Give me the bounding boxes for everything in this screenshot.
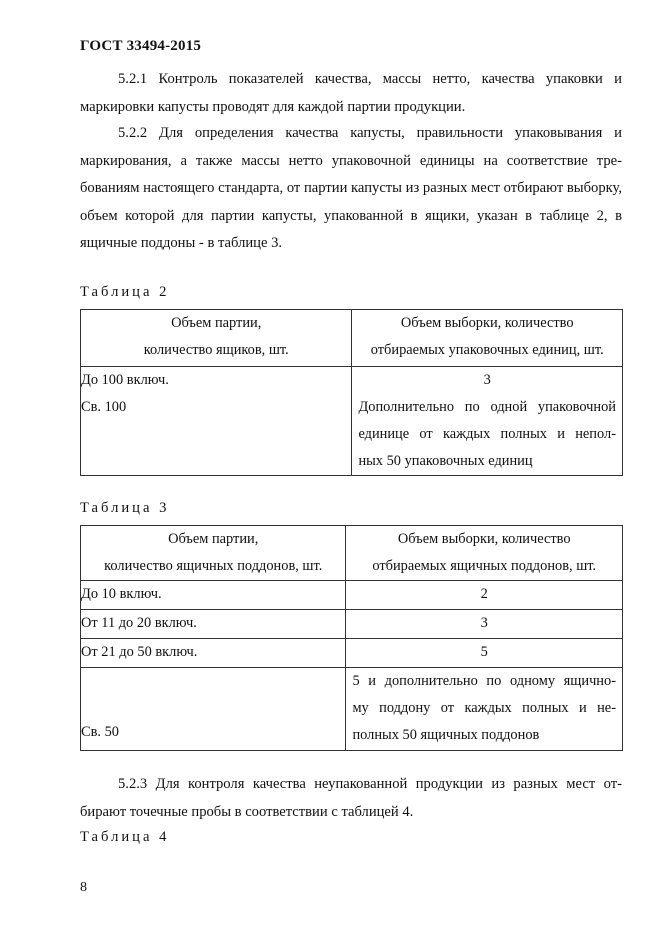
table-row: [81, 581, 623, 610]
table-3-caption: Таблица 3: [80, 500, 170, 516]
header-text: Объем выборки, количество: [397, 531, 571, 547]
header-text: количество ящиков, шт.: [143, 342, 289, 358]
page-number: 8: [80, 880, 87, 895]
table-2-header-row: [81, 310, 623, 367]
table-row: [81, 639, 623, 668]
table-cell: От 11 до 20 включ.: [81, 610, 346, 639]
table-cell: До 10 включ.: [81, 581, 346, 610]
cell-text: Дополнительно по одной упаковочной: [358, 399, 616, 415]
table-4-caption: Таблица 4: [80, 829, 170, 845]
header-text: Объем выборки, количество: [400, 315, 574, 331]
table-2-header-left: [81, 310, 352, 367]
table-cell: От 21 до 50 включ.: [81, 639, 346, 668]
table-2: [80, 309, 623, 476]
cell-text: полных 50 ящичных поддонов: [352, 727, 540, 743]
table-row: [81, 367, 623, 476]
paragraph-5-2-2: 5.2.2 Для определения качества капусты, правильности упаковывания и маркирования, а также массы нетто упаковочной единицы на соответствие тре-бованиям настоящего стандарта, от партии капусты из разных мест отбирают выборку, объем которой для партии капусты, упакованной в ящики, указан в таблице 2, в ящичные поддоны - в таблице 3.: [80, 125, 622, 251]
table-row: [81, 668, 623, 751]
table-cell: Св. 50: [81, 668, 346, 751]
cell-text: Св. 100: [81, 399, 127, 415]
table-cell: 2: [346, 581, 623, 610]
cell-text: 5 и дополнительно по одному ящично-: [352, 673, 616, 689]
table-2-header-right: [352, 310, 623, 367]
cell-text: единице от каждых полных и непол-: [358, 426, 616, 442]
table-3: [80, 525, 623, 751]
table-3-header-right: [346, 526, 623, 581]
header-text: Объем партии,: [168, 531, 259, 547]
table-3-header-left: [81, 526, 346, 581]
header-text: Объем партии,: [171, 315, 262, 331]
header-text: количество ящичных поддонов, шт.: [104, 558, 323, 574]
cell-text-block: [346, 668, 622, 749]
document-header: ГОСТ 33494-2015: [80, 38, 202, 54]
cell-text: ных 50 упаковочных единиц: [358, 453, 533, 469]
table-cell: [346, 668, 623, 751]
paragraph-5-2-1: 5.2.1 Контроль показателей качества, массы нетто, качества упаковки и маркировки капусты проводят для каждой партии продукции.: [80, 71, 622, 115]
table-row: [81, 610, 623, 639]
cell-text: До 100 включ.: [81, 372, 169, 388]
paragraph-5-2-3: 5.2.3 Для контроля качества неупакованной продукции из разных мест от-бирают точечные пробы в соответствии с таблицей 4.: [80, 776, 622, 820]
cell-text: му поддону от каждых полных и не-: [352, 700, 616, 716]
table-3-header-row: [81, 526, 623, 581]
table-cell: 3: [346, 610, 623, 639]
table-cell: [352, 367, 623, 476]
cell-text: 3: [483, 372, 491, 388]
table-2-caption: Таблица 2: [80, 284, 170, 300]
cell-text-block: [352, 394, 622, 475]
table-cell: 5: [346, 639, 623, 668]
header-text: отбираемых ящичных поддонов, шт.: [372, 558, 597, 574]
header-text: отбираемых упаковочных единиц, шт.: [370, 342, 604, 358]
table-cell: [81, 367, 352, 476]
